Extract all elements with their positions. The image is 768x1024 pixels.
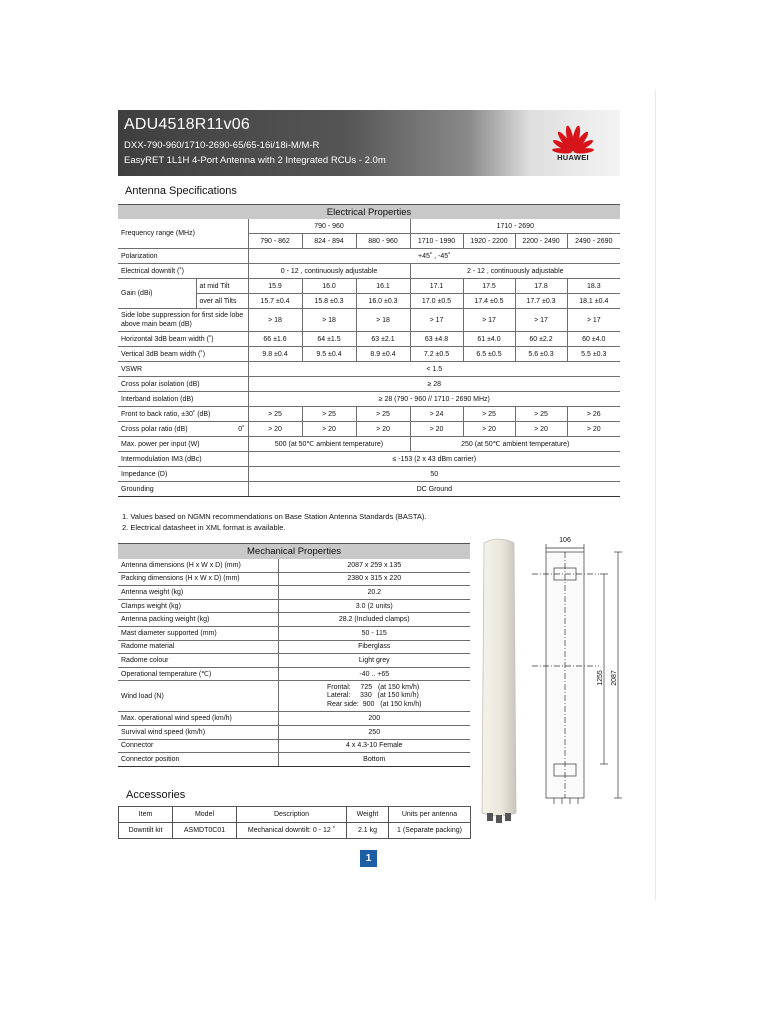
vbw-cell: 5.5 ±0.3 bbox=[567, 347, 620, 362]
vertical-beamwidth-label: Vertical 3dB beam width (˚) bbox=[118, 347, 248, 362]
wind-load-line: Frontal: 725 (at 150 km/h) bbox=[326, 683, 420, 691]
cpr-cell: > 20 bbox=[463, 422, 515, 437]
sidelobe-cell: > 17 bbox=[463, 309, 515, 332]
max-power-label: Max. power per input (W) bbox=[118, 437, 248, 452]
footnotes bbox=[122, 511, 426, 533]
gain-all-cell: 18.1 ±0.4 bbox=[567, 294, 620, 309]
vbw-cell: 9.5 ±0.4 bbox=[302, 347, 356, 362]
ftb-cell: > 25 bbox=[356, 407, 410, 422]
huawei-petal-icon bbox=[545, 120, 601, 154]
accessories-header: Item bbox=[119, 807, 173, 823]
gain-label: Gain (dBi) bbox=[118, 279, 196, 309]
mech-value: Light grey bbox=[278, 654, 470, 668]
intermodulation-value: ≤ -153 (2 x 43 dBm carrier) bbox=[248, 452, 620, 467]
gain-all-cell: 17.4 ±0.5 bbox=[463, 294, 515, 309]
product-description: EasyRET 1L1H 4-Port Antenna with 2 Integrated RCUs - 2.0m bbox=[124, 155, 386, 166]
vbw-cell: 6.5 ±0.5 bbox=[463, 347, 515, 362]
wind-load-lines bbox=[327, 684, 422, 710]
horizontal-beamwidth-label: Horizontal 3dB beam width (˚) bbox=[118, 332, 248, 347]
mech-label: Antenna dimensions (H x W x D) (mm) bbox=[118, 559, 278, 572]
impedance-label: Impedance (D) bbox=[118, 467, 248, 482]
height-dimension-label: 2087 bbox=[611, 670, 618, 686]
hbw-cell: 61 ±4.0 bbox=[463, 332, 515, 347]
accessories-cell: ASMDT0C01 bbox=[173, 823, 237, 839]
sidelobe-label: Side lobe suppression for first side lobe above main beam (dB) bbox=[118, 309, 248, 332]
mech-value: 4 x 4.3-10 Female bbox=[278, 739, 470, 753]
gain-all-cell: 17.0 ±0.5 bbox=[410, 294, 463, 309]
interband-isolation-value: ≥ 28 (790 - 960 // 1710 - 2690 MHz) bbox=[248, 392, 620, 407]
vbw-cell: 7.2 ±0.5 bbox=[410, 347, 463, 362]
wind-load-label: Wind load (N) bbox=[118, 681, 278, 712]
gain-all-cell: 15.7 ±0.4 bbox=[248, 294, 302, 309]
gain-mid-cell: 17.8 bbox=[515, 279, 567, 294]
mech-value: 250 bbox=[278, 725, 470, 739]
sub-band-cell: 2490 - 2690 bbox=[567, 234, 620, 249]
mech-value: -40 .. +65 bbox=[278, 667, 470, 681]
gain-mid-tilt-label: at mid Tilt bbox=[196, 279, 248, 294]
mech-label: Radome colour bbox=[118, 654, 278, 668]
mech-value: 28.2 (Included clamps) bbox=[278, 613, 470, 627]
gain-mid-cell: 17.1 bbox=[410, 279, 463, 294]
footnote: 2. Electrical datasheet in XML format is available. bbox=[122, 523, 286, 532]
accessories-cell: Downtilt kit bbox=[119, 823, 173, 839]
accessories-header: Units per antenna bbox=[389, 807, 471, 823]
interband-isolation-label: Interband isolation (dB) bbox=[118, 392, 248, 407]
gain-all-tilts-label: over all Tilts bbox=[196, 294, 248, 309]
gain-all-cell: 16.0 ±0.3 bbox=[356, 294, 410, 309]
vbw-cell: 9.8 ±0.4 bbox=[248, 347, 302, 362]
electrical-properties-title: Electrical Properties bbox=[118, 205, 620, 220]
ftb-cell: > 24 bbox=[410, 407, 463, 422]
mechanical-properties-title: Mechanical Properties bbox=[118, 544, 470, 560]
sidelobe-cell: > 17 bbox=[515, 309, 567, 332]
vbw-cell: 5.6 ±0.3 bbox=[515, 347, 567, 362]
grounding-label: Grounding bbox=[118, 482, 248, 497]
ftb-cell: > 26 bbox=[567, 407, 620, 422]
intermodulation-label: Intermodulation IM3 (dBc) bbox=[118, 452, 248, 467]
antenna-photo bbox=[478, 535, 520, 825]
accessories-cell: Mechanical downtilt: 0 - 12 ˚ bbox=[237, 823, 347, 839]
sub-band-cell: 2200 - 2490 bbox=[515, 234, 567, 249]
sidelobe-cell: > 18 bbox=[248, 309, 302, 332]
ftb-cell: > 25 bbox=[463, 407, 515, 422]
sidelobe-cell: > 18 bbox=[302, 309, 356, 332]
width-dimension-label: 106 bbox=[559, 537, 571, 544]
band-low-header: 790 - 960 bbox=[248, 219, 410, 234]
accessories-table bbox=[118, 806, 471, 839]
cross-polar-isolation-value: ≥ 28 bbox=[248, 377, 620, 392]
mech-value: 3.0 (2 units) bbox=[278, 599, 470, 613]
page-number: 1 bbox=[360, 850, 377, 867]
mech-label: Operational temperature (℃) bbox=[118, 667, 278, 681]
cpr-cell: > 20 bbox=[302, 422, 356, 437]
sub-band-cell: 790 - 862 bbox=[248, 234, 302, 249]
section-title-accessories: Accessories bbox=[126, 789, 186, 801]
product-code: DXX-790-960/1710-2690-65/65-16i/18i-M/M-R bbox=[124, 140, 320, 151]
mechanical-properties-table bbox=[118, 543, 470, 767]
hbw-cell: 63 ±4.8 bbox=[410, 332, 463, 347]
ftb-cell: > 25 bbox=[515, 407, 567, 422]
hbw-cell: 60 ±2.2 bbox=[515, 332, 567, 347]
gain-mid-cell: 18.3 bbox=[567, 279, 620, 294]
product-title: ADU4518R11v06 bbox=[124, 116, 250, 133]
electrical-properties-table bbox=[118, 204, 620, 497]
polarization-value: +45˚ , -45˚ bbox=[248, 249, 620, 264]
mech-label: Antenna packing weight (kg) bbox=[118, 613, 278, 627]
ftb-cell: > 25 bbox=[248, 407, 302, 422]
gain-mid-cell: 16.0 bbox=[302, 279, 356, 294]
hbw-cell: 64 ±1.5 bbox=[302, 332, 356, 347]
accessories-header: Model bbox=[173, 807, 237, 823]
max-power-high-value: 250 (at 50℃ ambient temperature) bbox=[410, 437, 620, 452]
mech-value: 20.2 bbox=[278, 586, 470, 600]
polarization-label: Polarization bbox=[118, 249, 248, 264]
cross-polar-ratio-label: Cross polar ratio (dB) bbox=[118, 422, 196, 437]
downtilt-high-value: 2 - 12 , continuously adjustable bbox=[410, 264, 620, 279]
mech-label: Connector position bbox=[118, 753, 278, 767]
dimension-drawing bbox=[524, 532, 630, 810]
downtilt-low-value: 0 - 12 , continuously adjustable bbox=[248, 264, 410, 279]
gain-mid-cell: 17.5 bbox=[463, 279, 515, 294]
page-edge bbox=[655, 90, 656, 900]
downtilt-label: Electrical downtilt (˚) bbox=[118, 264, 248, 279]
hbw-cell: 66 ±1.6 bbox=[248, 332, 302, 347]
cpr-cell: > 20 bbox=[515, 422, 567, 437]
cpr-cell: > 20 bbox=[356, 422, 410, 437]
vbw-cell: 8.9 ±0.4 bbox=[356, 347, 410, 362]
mount-spacing-dimension-label: 1255 bbox=[597, 670, 604, 686]
mech-value: 200 bbox=[278, 712, 470, 726]
accessories-header: Weight bbox=[347, 807, 389, 823]
sub-band-cell: 824 - 894 bbox=[302, 234, 356, 249]
mech-value: Fiberglass bbox=[278, 640, 470, 654]
accessories-header: Description bbox=[237, 807, 347, 823]
frequency-range-label: Frequency range (MHz) bbox=[118, 219, 248, 249]
huawei-logo bbox=[545, 120, 601, 164]
accessories-cell: 2.1 kg bbox=[347, 823, 389, 839]
cross-polar-ratio-angle: 0˚ bbox=[196, 422, 248, 437]
cpr-cell: > 20 bbox=[410, 422, 463, 437]
mech-label: Antenna weight (kg) bbox=[118, 586, 278, 600]
mech-value: Bottom bbox=[278, 753, 470, 767]
front-to-back-label: Front to back ratio, ±30˚ (dB) bbox=[118, 407, 248, 422]
mech-label: Connector bbox=[118, 739, 278, 753]
section-title-antenna-specifications: Antenna Specifications bbox=[125, 185, 237, 197]
mech-label: Clamps weight (kg) bbox=[118, 599, 278, 613]
mech-label: Max. operational wind speed (km/h) bbox=[118, 712, 278, 726]
mech-value: 2087 x 259 x 135 bbox=[278, 559, 470, 572]
sidelobe-cell: > 17 bbox=[567, 309, 620, 332]
footnote: 1. Values based on NGMN recommendations on Base Station Antenna Standards (BASTA). bbox=[122, 512, 427, 521]
sub-band-cell: 1710 - 1990 bbox=[410, 234, 463, 249]
sub-band-cell: 1920 - 2200 bbox=[463, 234, 515, 249]
max-power-low-value: 500 (at 50℃ ambient temperature) bbox=[248, 437, 410, 452]
vswr-label: VSWR bbox=[118, 362, 248, 377]
gain-all-cell: 17.7 ±0.3 bbox=[515, 294, 567, 309]
hbw-cell: 63 ±2.1 bbox=[356, 332, 410, 347]
mech-label: Mast diameter supported (mm) bbox=[118, 626, 278, 640]
cross-polar-isolation-label: Cross polar isolation (dB) bbox=[118, 377, 248, 392]
gain-mid-cell: 15.9 bbox=[248, 279, 302, 294]
vswr-value: < 1.5 bbox=[248, 362, 620, 377]
brand-name: HUAWEI bbox=[557, 153, 589, 162]
gain-mid-cell: 16.1 bbox=[356, 279, 410, 294]
mech-value: 2380 x 315 x 220 bbox=[278, 572, 470, 586]
mech-label: Packing dimensions (H x W x D) (mm) bbox=[118, 572, 278, 586]
grounding-value: DC Ground bbox=[248, 482, 620, 497]
ftb-cell: > 25 bbox=[302, 407, 356, 422]
hbw-cell: 60 ±4.0 bbox=[567, 332, 620, 347]
band-high-header: 1710 - 2690 bbox=[410, 219, 620, 234]
mech-label: Radome material bbox=[118, 640, 278, 654]
wind-load-line: Lateral: 330 (at 150 km/h) bbox=[326, 692, 419, 700]
sidelobe-cell: > 17 bbox=[410, 309, 463, 332]
mech-value: 50 - 115 bbox=[278, 626, 470, 640]
wind-load-line: Rear side: 900 (at 150 km/h) bbox=[326, 700, 422, 708]
wind-load-value bbox=[278, 681, 470, 712]
sidelobe-cell: > 18 bbox=[356, 309, 410, 332]
impedance-value: 50 bbox=[248, 467, 620, 482]
cpr-cell: > 20 bbox=[567, 422, 620, 437]
mech-label: Survival wind speed (km/h) bbox=[118, 725, 278, 739]
accessories-cell: 1 (Separate packing) bbox=[389, 823, 471, 839]
cpr-cell: > 20 bbox=[248, 422, 302, 437]
gain-all-cell: 15.8 ±0.3 bbox=[302, 294, 356, 309]
sub-band-cell: 880 - 960 bbox=[356, 234, 410, 249]
